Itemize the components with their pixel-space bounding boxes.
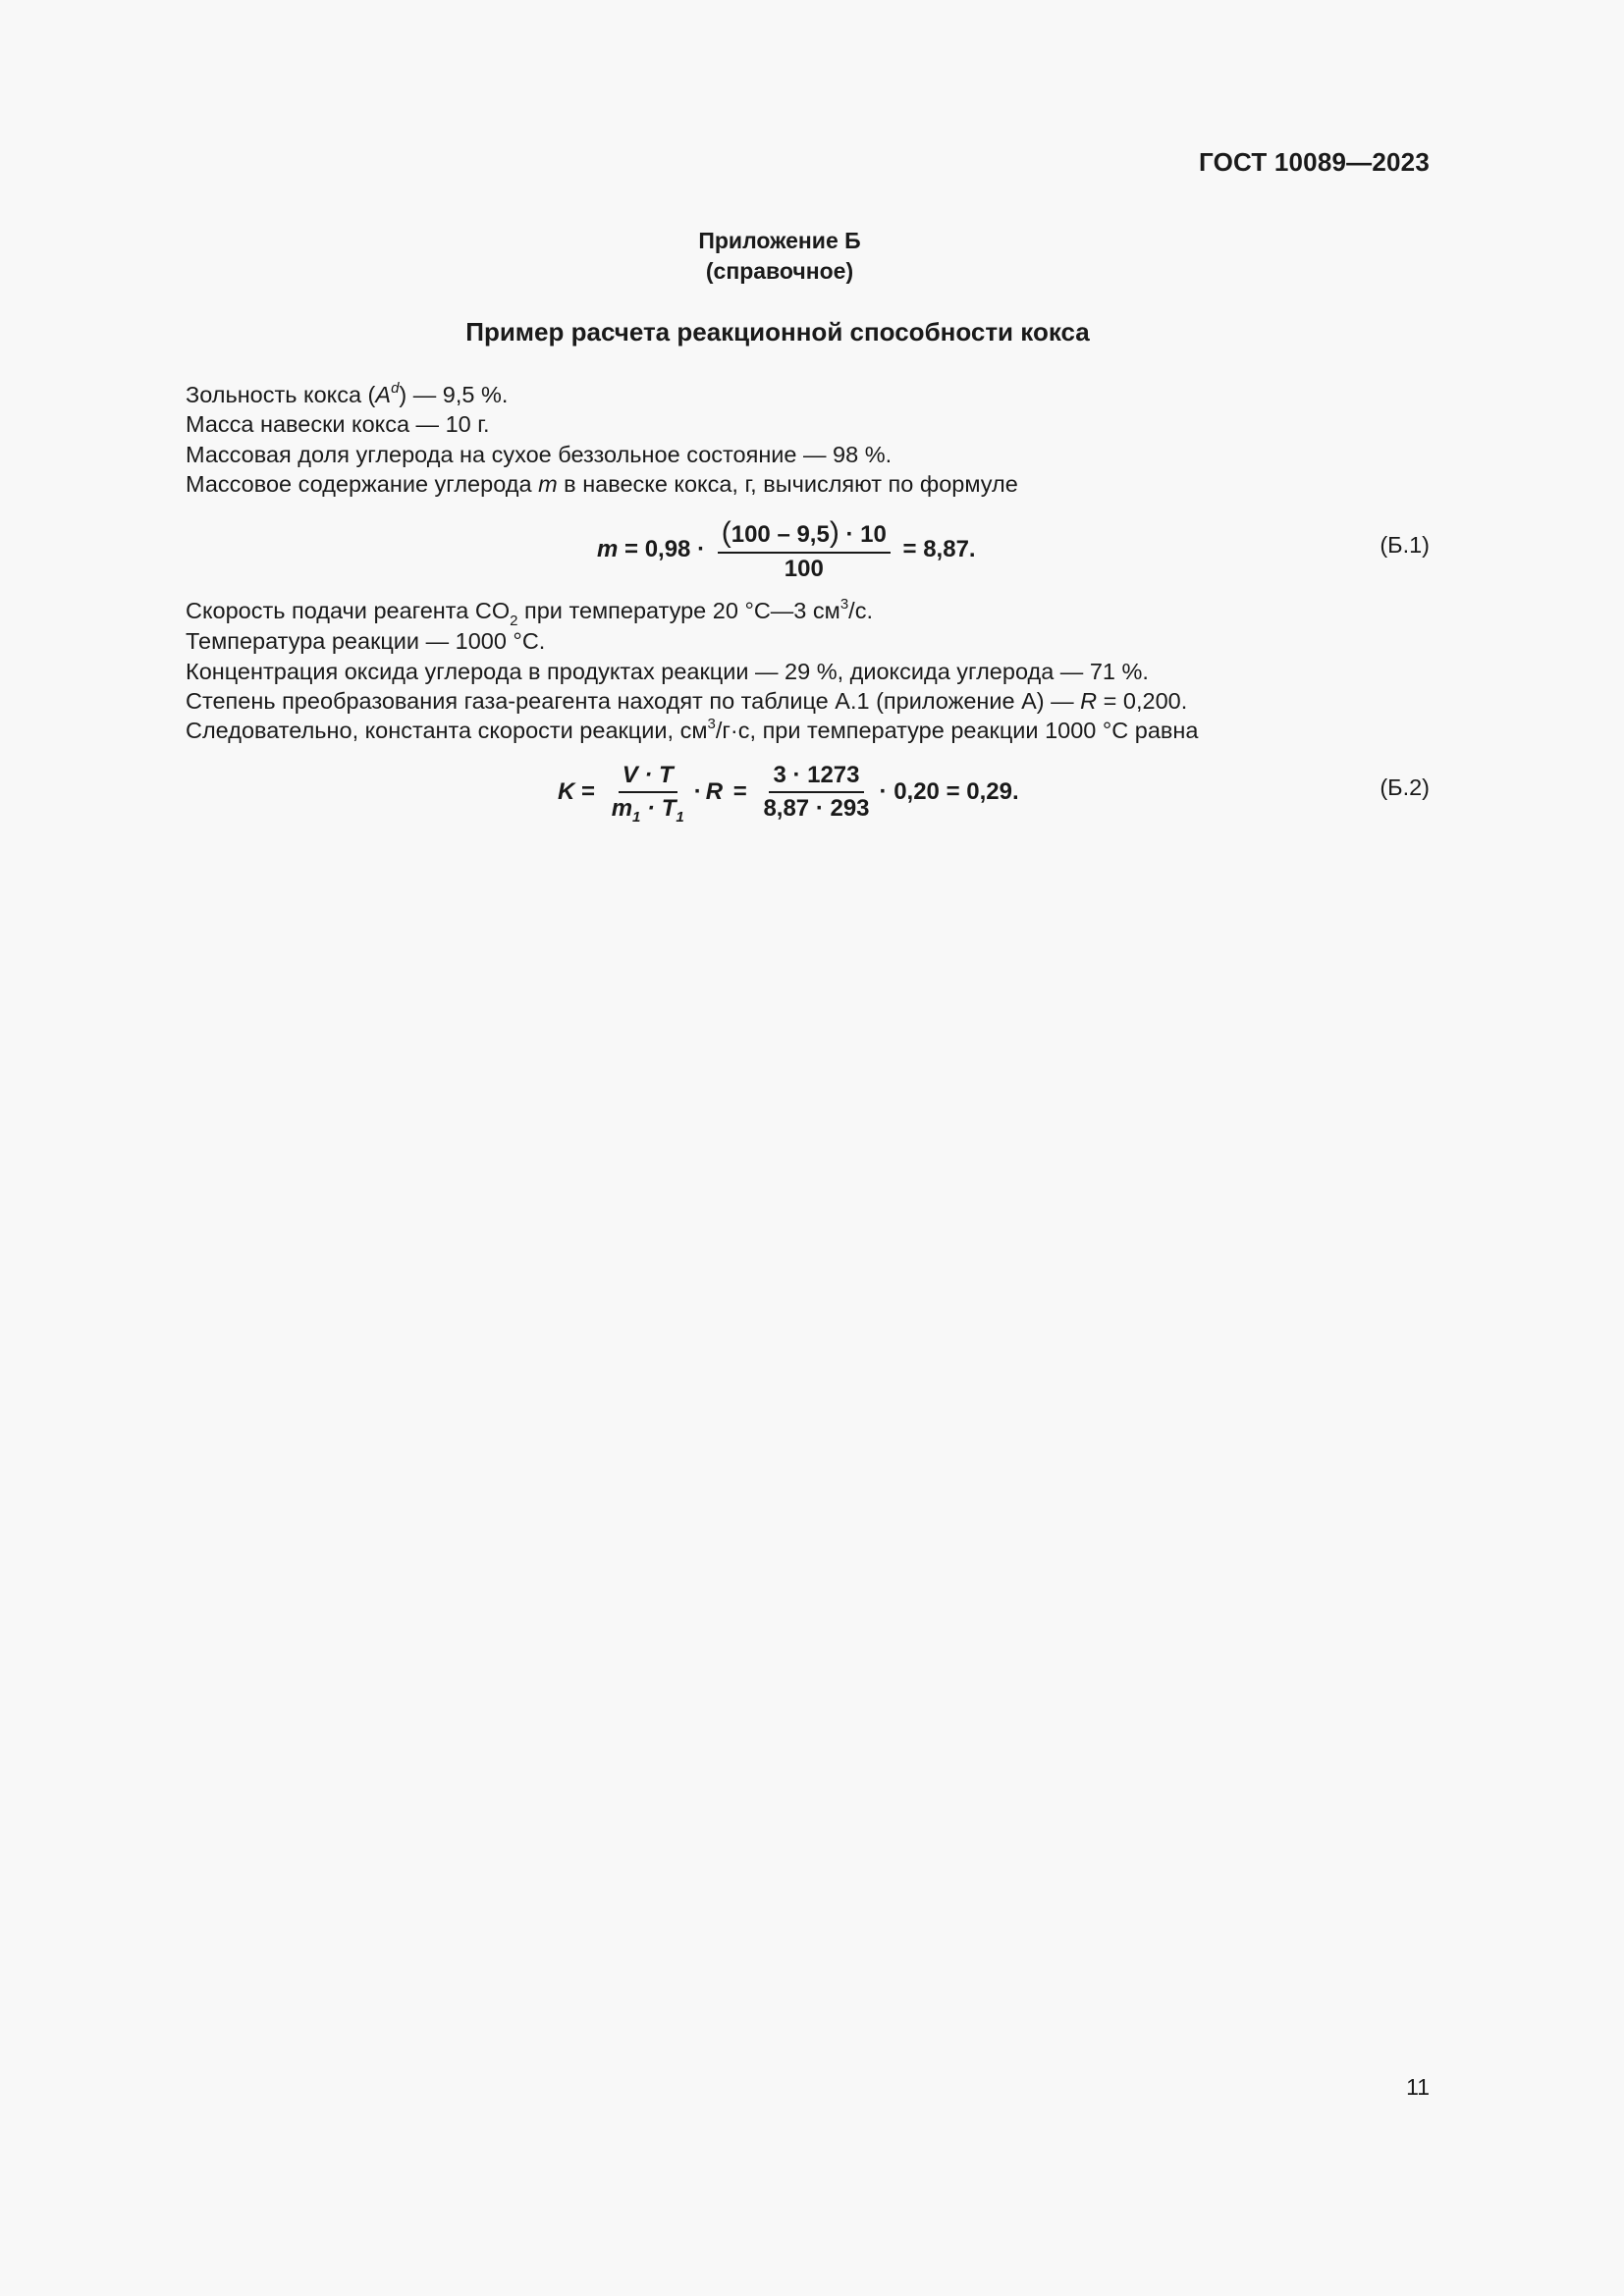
text: /г·с, при температуре реакции 1000 °С равна: [715, 718, 1199, 743]
paragraph-carbon-fraction: Массовая доля углерода на сухое беззольное состояние — 98 %.: [186, 442, 893, 467]
formula-text: =: [727, 778, 754, 805]
appendix-subtitle: (справочное): [705, 258, 854, 284]
section-title: Пример расчета реакционной способности кокса: [465, 317, 1090, 347]
operator: ·: [640, 795, 662, 822]
fraction-numerator: V · T: [619, 762, 677, 793]
appendix-title: Приложение Б: [698, 228, 861, 253]
numerator-text: · 10: [839, 521, 887, 548]
fraction-denominator: 100: [784, 556, 824, 582]
formula-b1: [597, 516, 976, 583]
text: ) — 9,5 %.: [399, 382, 509, 407]
superscript: d: [391, 380, 400, 397]
formula-text: =: [574, 778, 602, 805]
symbol: T: [661, 795, 677, 822]
text: Массовое содержание углерода: [186, 471, 539, 497]
paragraph-reagent-rate: [186, 596, 873, 629]
formula-result: = 8,87.: [895, 536, 976, 562]
subscript: 1: [632, 809, 641, 826]
symbol: R: [1080, 688, 1098, 714]
formula-symbol: m: [597, 536, 619, 562]
symbol: m: [611, 795, 633, 822]
formula-fraction: [718, 516, 891, 583]
formula-text: = 0,98 ·: [618, 536, 712, 562]
text: в навеске кокса, г, вычисляют по формуле: [557, 471, 1018, 497]
appendix-heading: [0, 226, 1559, 287]
text: Следовательно, константа скорости реакции, см: [186, 718, 708, 743]
superscript: 3: [707, 716, 716, 732]
subscript: 2: [510, 613, 518, 629]
paren: ): [829, 516, 839, 549]
formula-result: · 0,20 = 0,29.: [879, 778, 1019, 805]
standard-code: ГОСТ 10089—2023: [1199, 147, 1430, 177]
symbol: A: [375, 382, 392, 407]
paragraph-sample-mass: Масса навески кокса — 10 г.: [186, 411, 490, 437]
page-number: 11: [1406, 2074, 1430, 2100]
fraction-denominator: 8,87 · 293: [763, 795, 870, 822]
subscript: 1: [676, 809, 684, 826]
paragraph-carbon-content: [186, 469, 1018, 499]
symbol: m: [538, 471, 558, 497]
text: при температуре 20 °С—3 см: [517, 598, 840, 623]
paragraph-concentration: Концентрация оксида углерода в продуктах реакции — 29 %, диоксида углерода — 71 %.: [186, 659, 1149, 684]
paragraph-reaction-temperature: Температура реакции — 1000 °С.: [186, 628, 546, 654]
formula-b2: [558, 762, 1019, 826]
fraction-numerator: 3 · 1273: [769, 762, 863, 793]
formula-fraction-2: [759, 762, 873, 823]
text: = 0,200.: [1097, 688, 1188, 714]
text: /с.: [848, 598, 873, 623]
operator: ·: [693, 778, 702, 805]
text: Степень преобразования газа-реагента находят по таблице А.1 (приложение А) —: [186, 688, 1081, 714]
fraction-numerator: [718, 516, 891, 554]
fraction-denominator: [608, 793, 688, 826]
paragraph-ash-content: [186, 380, 508, 409]
text: Скорость подачи реагента CO: [186, 598, 511, 623]
formula-fraction-1: [608, 762, 688, 826]
formula-symbol: R: [705, 778, 724, 805]
numerator-text: 100 – 9,5: [731, 521, 830, 548]
paren: (: [721, 516, 731, 549]
equation-number-b1: (Б.1): [1380, 532, 1430, 558]
superscript: 3: [839, 596, 849, 613]
paragraph-conversion-degree: [186, 686, 1187, 716]
paragraph-rate-constant: [186, 716, 1198, 745]
equation-number-b2: (Б.2): [1380, 774, 1430, 800]
text: Зольность кокса (: [186, 382, 376, 407]
formula-symbol: K: [558, 778, 575, 805]
